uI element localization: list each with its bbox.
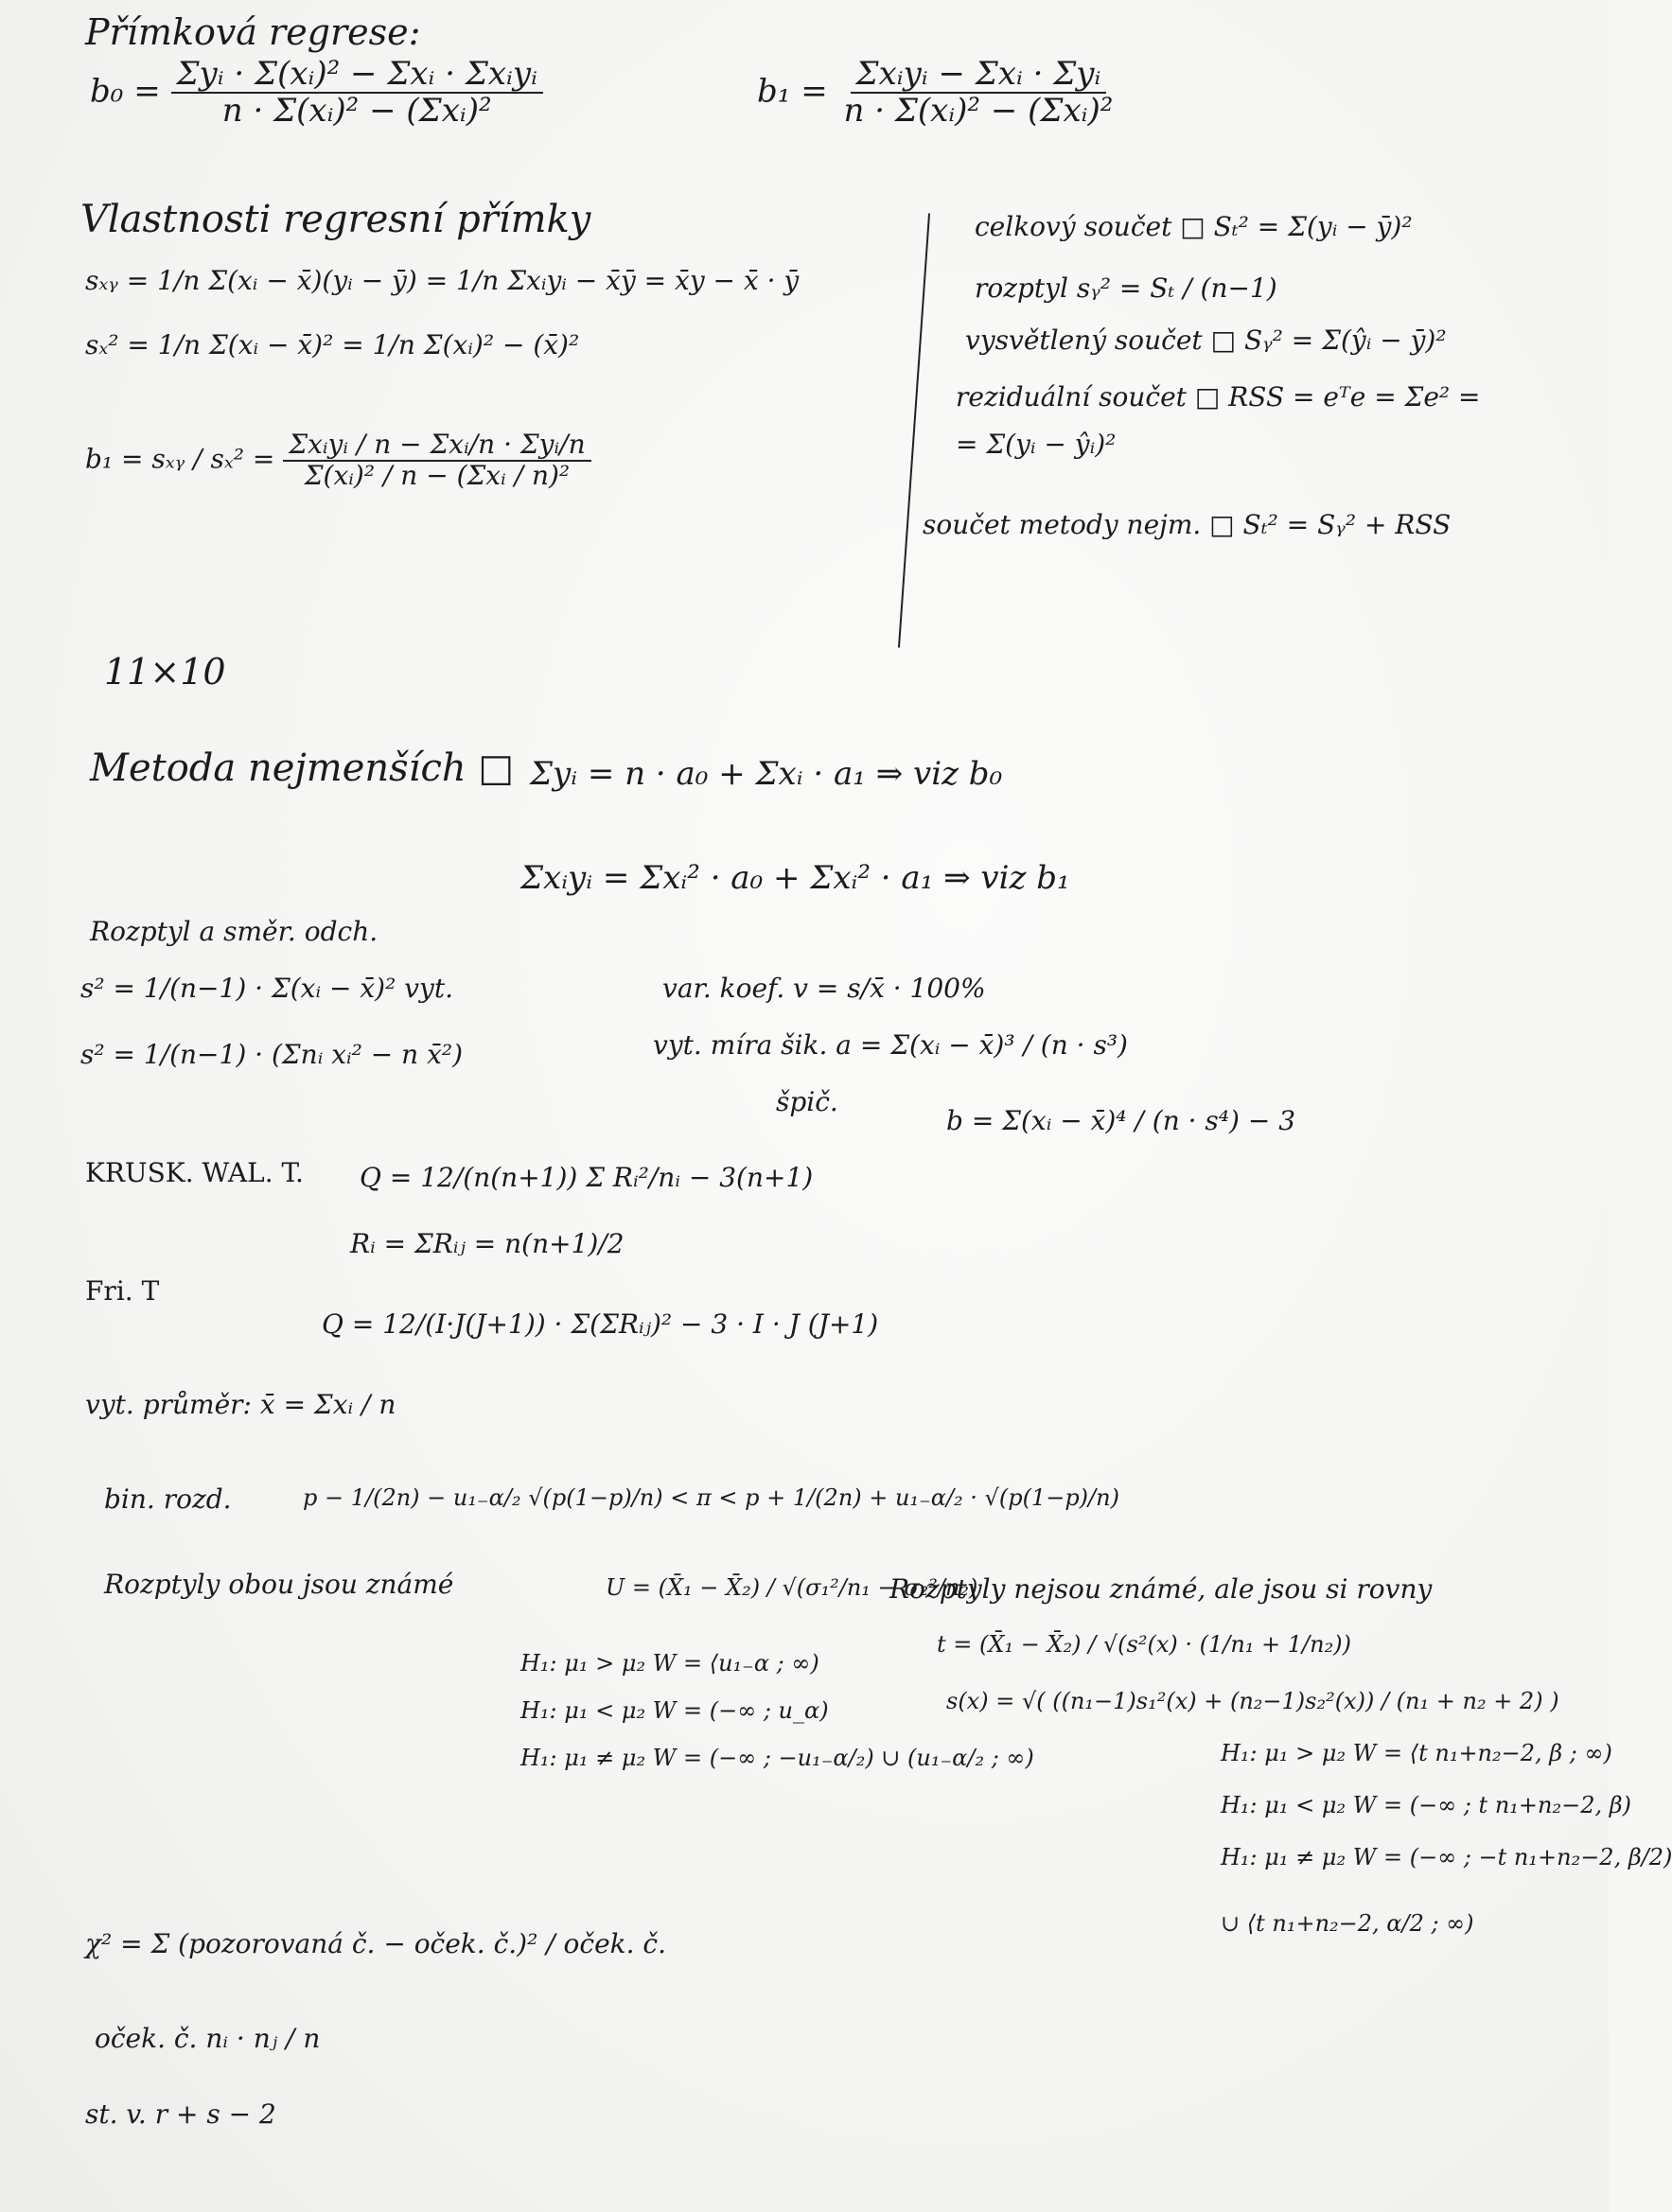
- known-variances-label: Rozptyly obou jsou známé: [104, 1569, 454, 1600]
- kurtosis: b = Σ(xᵢ − x̄)⁴ / (n · s⁴) − 3: [946, 1105, 1296, 1136]
- residual-sum: reziduální součet □ RSS = eᵀe = Σe² =: [956, 381, 1481, 413]
- b1-denominator: n · Σ(xᵢ)² − (Σxᵢ)²: [843, 92, 1114, 131]
- explained-sum: vysvětlený součet □ Sᵧ² = Σ(ŷᵢ − ȳ)²: [965, 325, 1447, 356]
- b0-numerator: Σyᵢ · Σ(xᵢ)² − Σxᵢ · Σxᵢyᵢ: [171, 57, 543, 94]
- total-sum: celkový součet □ Sₜ² = Σ(yᵢ − ȳ)²: [975, 211, 1413, 242]
- degrees-of-freedom: st. v. r + s − 2: [85, 2098, 276, 2130]
- least-squares-label: Metoda nejmenších □: [90, 746, 515, 790]
- variation-coefficient: var. koef. v = s/x̄ · 100%: [662, 973, 986, 1004]
- kruskal-wallis-label: KRUSK. WAL. T.: [85, 1157, 304, 1188]
- b1-sxy-formula: [85, 430, 591, 491]
- residual-sum-cont: = Σ(yᵢ − ŷᵢ)²: [956, 429, 1117, 460]
- column-divider: [898, 213, 930, 647]
- weighted-mean: vyt. průměr: x̄ = Σxᵢ / n: [85, 1389, 396, 1420]
- section-marker: 11×10: [104, 651, 226, 693]
- heading-regression: Přímková regrese:: [85, 11, 421, 53]
- binomial-label: bin. rozd.: [104, 1483, 232, 1515]
- b0-formula: [90, 57, 543, 130]
- binomial-interval: p − 1/(2n) − u₁₋α/₂ √(p(1−p)/n) < π < p + 1/(2n) + u₁₋α/₂ · √(p(1−p)/n): [303, 1484, 1119, 1511]
- b1-lhs: b₁ =: [757, 72, 828, 111]
- t-h1-not-equal: H₁: μ₁ ≠ μ₂ W = (−∞ ; −t n₁+n₂−2, β/2): [1221, 1844, 1672, 1870]
- t-statistic: t = (X̄₁ − X̄₂) / √(s²(x) · (1/n₁ + 1/n₂)): [937, 1631, 1351, 1658]
- sxy-formula: sₓᵧ = 1/n Σ(xᵢ − x̄)(yᵢ − ȳ) = 1/n Σxᵢyᵢ − x̄ȳ = x̄y − x̄ · ȳ: [85, 265, 800, 296]
- b1-formula: [757, 57, 1118, 130]
- u-statistic: U = (X̄₁ − X̄₂) / √(σ₁²/n₁ − σ₂²/n₂): [606, 1574, 978, 1601]
- friedman-label: Fri. T: [85, 1275, 160, 1307]
- variance-formula-a: s² = 1/(n−1) · Σ(xᵢ − x̄)² vyt.: [80, 973, 453, 1004]
- b1b-fraction: [283, 430, 590, 491]
- heading-properties: Vlastnosti regresní přímky: [80, 198, 591, 241]
- b1b-lhs: b₁ = sₓᵧ / sₓ² =: [85, 443, 275, 475]
- kruskal-wallis-q: Q = 12/(n(n+1)) Σ Rᵢ²/nᵢ − 3(n+1): [360, 1162, 814, 1193]
- b1b-numerator: Σxᵢyᵢ / n − Σxᵢ/n · Σyᵢ/n: [283, 430, 590, 462]
- normal-equation-1: Σyᵢ = n · a₀ + Σxᵢ · a₁ ⇒ viz b₀: [530, 755, 1003, 793]
- variance-heading: Rozptyl a směr. odch.: [90, 916, 378, 947]
- sx2-formula: sₓ² = 1/n Σ(xᵢ − x̄)² = 1/n Σ(xᵢ)² − (x̄)²: [85, 329, 580, 360]
- u-h1-not-equal: H₁: μ₁ ≠ μ₂ W = (−∞ ; −u₁₋α/₂) ∪ (u₁₋α/₂ ; ∞): [520, 1745, 1034, 1771]
- chi-square: χ² = Σ (pozorovaná č. − oček. č.)² / oček. č.: [85, 1928, 666, 1959]
- least-squares-sum: součet metody nejm. □ Sₜ² = Sᵧ² + RSS: [923, 509, 1452, 540]
- kruskal-wallis-r: Rᵢ = ΣRᵢⱼ = n(n+1)/2: [350, 1228, 625, 1259]
- pooled-sd: s(x) = √( ((n₁−1)s₁²(x) + (n₂−1)s₂²(x)) / (n₁ + n₂ + 2) ): [946, 1688, 1559, 1714]
- b1-numerator: Σxᵢyᵢ − Σxᵢ · Σyᵢ: [851, 57, 1107, 94]
- b1-fraction: [838, 57, 1119, 130]
- t-h1-less: H₁: μ₁ < μ₂ W = (−∞ ; t n₁+n₂−2, β): [1221, 1792, 1631, 1818]
- t-h1-not-equal-cont: ∪ ⟨t n₁+n₂−2, α/2 ; ∞): [1221, 1910, 1474, 1937]
- b0-fraction: [171, 57, 543, 130]
- b0-lhs: b₀ =: [90, 72, 161, 111]
- b1b-denominator: Σ(xᵢ)² / n − (Σxᵢ / n)²: [304, 459, 571, 491]
- u-h1-greater: H₁: μ₁ > μ₂ W = ⟨u₁₋α ; ∞): [520, 1650, 819, 1677]
- friedman-q: Q = 12/(I·J(J+1)) · Σ(ΣRᵢⱼ)² − 3 · I · J (J+1): [322, 1308, 879, 1340]
- u-h1-less: H₁: μ₁ < μ₂ W = (−∞ ; u_α): [520, 1697, 829, 1724]
- t-h1-greater: H₁: μ₁ > μ₂ W = ⟨t n₁+n₂−2, β ; ∞): [1221, 1740, 1612, 1766]
- kurtosis-label: špič.: [776, 1086, 838, 1117]
- expected-count: oček. č. nᵢ · nⱼ / n: [95, 2023, 321, 2054]
- skewness: vyt. míra šik. a = Σ(xᵢ − x̄)³ / (n · s³): [653, 1029, 1128, 1061]
- normal-equation-2: Σxᵢyᵢ = Σxᵢ² · a₀ + Σxᵢ² · a₁ ⇒ viz b₁: [520, 859, 1070, 897]
- variance-y: rozptyl sᵧ² = Sₜ / (n−1): [975, 272, 1277, 304]
- unknown-variances-label: Rozptyly nejsou známé, ale jsou si rovny: [889, 1573, 1433, 1605]
- b0-denominator: n · Σ(xᵢ)² − (Σxᵢ)²: [221, 92, 492, 131]
- variance-formula-b: s² = 1/(n−1) · (Σnᵢ xᵢ² − n x̄²): [80, 1039, 464, 1070]
